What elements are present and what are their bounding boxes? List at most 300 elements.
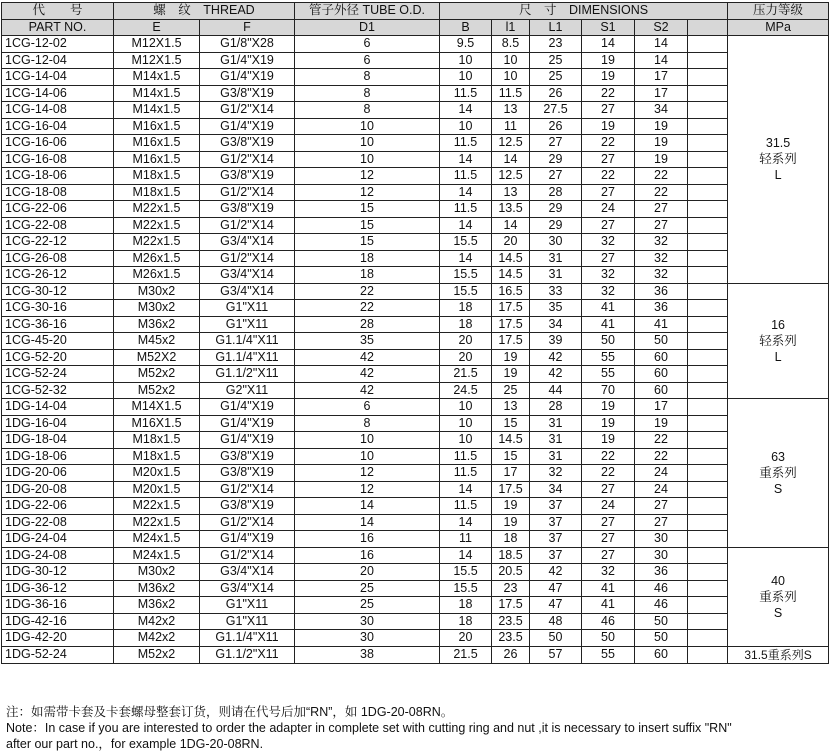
part-no-cell: 1DG-42-20 bbox=[2, 630, 114, 647]
thread-f-cell: G1/4"X19 bbox=[200, 118, 295, 135]
blank-cell bbox=[688, 448, 728, 465]
part-no-cell: 1DG-20-08 bbox=[2, 481, 114, 498]
dim-l1-lower-cell: 13 bbox=[492, 102, 530, 119]
pressure-header: 压力等级 bbox=[728, 3, 829, 20]
dim-l1-lower-cell: 15 bbox=[492, 448, 530, 465]
table-row bbox=[2, 514, 829, 531]
part-no-cell: 1DG-14-04 bbox=[2, 399, 114, 416]
table-row bbox=[2, 102, 829, 119]
thread-e-cell: M18x1.5 bbox=[114, 168, 200, 185]
dim-l1-cell: 25 bbox=[530, 52, 582, 69]
dim-s1-cell: 27 bbox=[582, 102, 635, 119]
blank-cell bbox=[688, 349, 728, 366]
thread-e-cell: M14X1.5 bbox=[114, 399, 200, 416]
table-row bbox=[2, 399, 829, 416]
dim-s2-cell: 14 bbox=[635, 36, 688, 53]
dim-s1-cell: 24 bbox=[582, 498, 635, 515]
thread-e-cell: M14x1.5 bbox=[114, 102, 200, 119]
part-no-cell: 1CG-26-12 bbox=[2, 267, 114, 284]
part-no-cell: 1DG-24-08 bbox=[2, 547, 114, 564]
dim-s1-cell: 19 bbox=[582, 432, 635, 449]
dim-b-cell: 15.5 bbox=[440, 580, 492, 597]
part-no-cell: 1DG-52-24 bbox=[2, 646, 114, 663]
part-no-cell: 1CG-18-08 bbox=[2, 184, 114, 201]
blank-cell bbox=[688, 201, 728, 218]
dim-l1-lower-cell: 8.5 bbox=[492, 36, 530, 53]
part-no-cell: 1DG-18-04 bbox=[2, 432, 114, 449]
dim-s2-cell: 17 bbox=[635, 85, 688, 102]
table-row bbox=[2, 300, 829, 317]
dim-l1-lower-cell: 14 bbox=[492, 151, 530, 168]
dim-l1-lower-cell: 14.5 bbox=[492, 267, 530, 284]
dim-s2-cell: 22 bbox=[635, 432, 688, 449]
part-no-cell: 1CG-26-08 bbox=[2, 250, 114, 267]
thread-f-cell: G1/2"X14 bbox=[200, 184, 295, 201]
dim-l1-lower-cell: 17 bbox=[492, 465, 530, 482]
blank-cell bbox=[688, 168, 728, 185]
dim-s1-cell: 50 bbox=[582, 333, 635, 350]
dim-s1-cell: 22 bbox=[582, 85, 635, 102]
dim-l1-cell: 27 bbox=[530, 168, 582, 185]
dim-b-cell: 15.5 bbox=[440, 234, 492, 251]
thread-e-cell: M16X1.5 bbox=[114, 415, 200, 432]
dim-s1-cell: 55 bbox=[582, 349, 635, 366]
blank-cell bbox=[688, 118, 728, 135]
pressure-rating-line: 16 bbox=[771, 317, 786, 332]
table-row bbox=[2, 267, 829, 284]
dim-b-cell: 14 bbox=[440, 184, 492, 201]
tube-od-cell: 12 bbox=[295, 168, 440, 185]
thread-e-cell: M14x1.5 bbox=[114, 85, 200, 102]
thread-f-cell: G3/4"X14 bbox=[200, 234, 295, 251]
part-no-cell: 1DG-24-04 bbox=[2, 531, 114, 548]
tube-od-cell: 38 bbox=[295, 646, 440, 663]
part-no-cell: 1DG-16-04 bbox=[2, 415, 114, 432]
dim-b-cell: 18 bbox=[440, 300, 492, 317]
thread-f-cell: G3/8"X19 bbox=[200, 135, 295, 152]
tube-od-cell: 18 bbox=[295, 267, 440, 284]
thread-f-cell: G1.1/2"X11 bbox=[200, 646, 295, 663]
thread-e-cell: M12X1.5 bbox=[114, 52, 200, 69]
table-row bbox=[2, 135, 829, 152]
part-no-cell: 1CG-22-08 bbox=[2, 217, 114, 234]
dim-s1-cell: 32 bbox=[582, 564, 635, 581]
thread-f-cell: G1/4"X19 bbox=[200, 415, 295, 432]
dim-s2-cell: 17 bbox=[635, 69, 688, 86]
dim-l1-cell: 30 bbox=[530, 234, 582, 251]
dim-l1-cell: 50 bbox=[530, 630, 582, 647]
dim-l1-cell: 31 bbox=[530, 267, 582, 284]
dim-l1-cell: 44 bbox=[530, 382, 582, 399]
thread-f-cell: G1/4"X19 bbox=[200, 399, 295, 416]
tube-od-cell: 10 bbox=[295, 118, 440, 135]
tube-od-cell: 14 bbox=[295, 514, 440, 531]
thread-f-cell: G1/4"X19 bbox=[200, 52, 295, 69]
blank-cell bbox=[688, 135, 728, 152]
dim-l1-lower-cell: 26 bbox=[492, 646, 530, 663]
dim-s2-cell: 22 bbox=[635, 448, 688, 465]
table-row bbox=[2, 448, 829, 465]
dim-b-cell: 11 bbox=[440, 531, 492, 548]
dim-s2-cell: 34 bbox=[635, 102, 688, 119]
table-row bbox=[2, 151, 829, 168]
table-row bbox=[2, 36, 829, 53]
dim-b-cell: 11.5 bbox=[440, 448, 492, 465]
dim-s2-cell: 36 bbox=[635, 283, 688, 300]
dim-s1-cell: 22 bbox=[582, 465, 635, 482]
dim-s2-cell: 32 bbox=[635, 234, 688, 251]
thread-f-cell: G1.1/4"X11 bbox=[200, 630, 295, 647]
thread-e-cell: M52x2 bbox=[114, 646, 200, 663]
table-row bbox=[2, 597, 829, 614]
dim-s1-cell: 19 bbox=[582, 415, 635, 432]
dim-l1-cell: 37 bbox=[530, 498, 582, 515]
dim-s1-cell: 32 bbox=[582, 283, 635, 300]
blank-cell bbox=[688, 613, 728, 630]
part-no-cell: 1CG-14-04 bbox=[2, 69, 114, 86]
thread-f-cell: G1.1/2"X11 bbox=[200, 366, 295, 383]
table-row bbox=[2, 52, 829, 69]
part-no-cell: 1CG-36-16 bbox=[2, 316, 114, 333]
table-row bbox=[2, 613, 829, 630]
col-l1-header: L1 bbox=[530, 19, 582, 36]
dim-b-cell: 18 bbox=[440, 613, 492, 630]
thread-e-cell: M52X2 bbox=[114, 349, 200, 366]
dim-b-cell: 11.5 bbox=[440, 201, 492, 218]
table-row bbox=[2, 382, 829, 399]
dim-b-cell: 20 bbox=[440, 630, 492, 647]
thread-e-cell: M24x1.5 bbox=[114, 531, 200, 548]
dim-l1-lower-cell: 10 bbox=[492, 69, 530, 86]
order-note bbox=[6, 704, 824, 752]
tube-od-cell: 42 bbox=[295, 366, 440, 383]
table-row bbox=[2, 366, 829, 383]
table-row bbox=[2, 118, 829, 135]
dim-l1-cell: 37 bbox=[530, 514, 582, 531]
thread-f-cell: G1/4"X19 bbox=[200, 531, 295, 548]
dim-s2-cell: 46 bbox=[635, 580, 688, 597]
thread-e-cell: M18x1.5 bbox=[114, 432, 200, 449]
tube-od-cell: 15 bbox=[295, 234, 440, 251]
part-no-cell: 1DG-42-16 bbox=[2, 613, 114, 630]
table-row bbox=[2, 498, 829, 515]
dim-s2-cell: 50 bbox=[635, 613, 688, 630]
dim-l1-cell: 27.5 bbox=[530, 102, 582, 119]
dim-l1-cell: 29 bbox=[530, 201, 582, 218]
tube-od-cell: 10 bbox=[295, 448, 440, 465]
pressure-rating-line: 40 bbox=[771, 573, 786, 588]
table-row bbox=[2, 630, 829, 647]
thread-e-cell: M30x2 bbox=[114, 283, 200, 300]
dim-s2-cell: 36 bbox=[635, 564, 688, 581]
dim-b-cell: 10 bbox=[440, 52, 492, 69]
dim-s2-cell: 22 bbox=[635, 168, 688, 185]
part-no-cell: 1CG-30-16 bbox=[2, 300, 114, 317]
dim-l1-cell: 34 bbox=[530, 316, 582, 333]
thread-e-cell: M22x1.5 bbox=[114, 514, 200, 531]
dim-s2-cell: 27 bbox=[635, 201, 688, 218]
dim-l1-cell: 31 bbox=[530, 250, 582, 267]
dim-l1-lower-cell: 18 bbox=[492, 531, 530, 548]
dim-b-cell: 20 bbox=[440, 349, 492, 366]
pressure-rating-line: L bbox=[774, 168, 782, 183]
blank-cell bbox=[688, 630, 728, 647]
dim-b-cell: 11.5 bbox=[440, 465, 492, 482]
note-english-line-2: after our part no.，for example 1DG-20-08RN. bbox=[6, 737, 264, 751]
dim-s1-cell: 19 bbox=[582, 118, 635, 135]
blank-cell bbox=[688, 481, 728, 498]
dim-s2-cell: 17 bbox=[635, 399, 688, 416]
tube-od-cell: 18 bbox=[295, 250, 440, 267]
dim-s1-cell: 70 bbox=[582, 382, 635, 399]
dim-b-cell: 14 bbox=[440, 250, 492, 267]
dim-s2-cell: 50 bbox=[635, 333, 688, 350]
blank-cell bbox=[688, 69, 728, 86]
col-f-header: F bbox=[200, 19, 295, 36]
dim-l1-lower-cell: 15 bbox=[492, 415, 530, 432]
part-no-cell: 1CG-14-06 bbox=[2, 85, 114, 102]
tube-od-cell: 16 bbox=[295, 547, 440, 564]
dim-s2-cell: 24 bbox=[635, 481, 688, 498]
dim-l1-cell: 37 bbox=[530, 547, 582, 564]
blank-cell bbox=[688, 300, 728, 317]
dim-l1-lower-cell: 13 bbox=[492, 399, 530, 416]
dim-s1-cell: 27 bbox=[582, 217, 635, 234]
part-no-cell: 1CG-30-12 bbox=[2, 283, 114, 300]
spec-table bbox=[1, 2, 829, 664]
part-no-cell: 1CG-12-02 bbox=[2, 36, 114, 53]
dim-l1-cell: 29 bbox=[530, 151, 582, 168]
dim-b-cell: 11.5 bbox=[440, 85, 492, 102]
tube-od-cell: 12 bbox=[295, 481, 440, 498]
blank-cell bbox=[688, 102, 728, 119]
dim-b-cell: 11.5 bbox=[440, 135, 492, 152]
blank-cell bbox=[688, 498, 728, 515]
dim-l1-lower-cell: 23.5 bbox=[492, 613, 530, 630]
blank-cell bbox=[688, 250, 728, 267]
tube-od-cell: 12 bbox=[295, 184, 440, 201]
thread-f-cell: G2"X11 bbox=[200, 382, 295, 399]
thread-f-cell: G1.1/4"X11 bbox=[200, 349, 295, 366]
dim-s1-cell: 41 bbox=[582, 300, 635, 317]
thread-f-cell: G3/8"X19 bbox=[200, 448, 295, 465]
dim-b-cell: 15.5 bbox=[440, 564, 492, 581]
tube-od-cell: 8 bbox=[295, 102, 440, 119]
blank-cell bbox=[688, 564, 728, 581]
tube-od-cell: 8 bbox=[295, 69, 440, 86]
part-no-cell: 1CG-45-20 bbox=[2, 333, 114, 350]
dim-s2-cell: 30 bbox=[635, 531, 688, 548]
thread-f-cell: G3/4"X14 bbox=[200, 267, 295, 284]
thread-f-cell: G1/8"X28 bbox=[200, 36, 295, 53]
tube-header: 管子外径 TUBE O.D. bbox=[295, 3, 440, 20]
dim-s1-cell: 32 bbox=[582, 234, 635, 251]
part-no-cell: 1DG-36-12 bbox=[2, 580, 114, 597]
dim-b-cell: 10 bbox=[440, 432, 492, 449]
thread-e-cell: M52x2 bbox=[114, 366, 200, 383]
table-row bbox=[2, 531, 829, 548]
dim-l1-lower-cell: 16.5 bbox=[492, 283, 530, 300]
dim-s2-cell: 19 bbox=[635, 118, 688, 135]
dim-s2-cell: 36 bbox=[635, 300, 688, 317]
thread-f-cell: G3/8"X19 bbox=[200, 168, 295, 185]
table-row bbox=[2, 465, 829, 482]
dim-s2-cell: 19 bbox=[635, 151, 688, 168]
dim-l1-lower-cell: 23 bbox=[492, 580, 530, 597]
thread-e-cell: M24x1.5 bbox=[114, 547, 200, 564]
dim-b-cell: 11.5 bbox=[440, 168, 492, 185]
dim-l1-cell: 48 bbox=[530, 613, 582, 630]
tube-od-cell: 35 bbox=[295, 333, 440, 350]
thread-e-cell: M52x2 bbox=[114, 382, 200, 399]
dim-s2-cell: 32 bbox=[635, 267, 688, 284]
dim-s1-cell: 14 bbox=[582, 36, 635, 53]
dim-s1-cell: 41 bbox=[582, 316, 635, 333]
dim-b-cell: 10 bbox=[440, 69, 492, 86]
table-row bbox=[2, 316, 829, 333]
tube-od-cell: 22 bbox=[295, 283, 440, 300]
pressure-rating-cell bbox=[728, 399, 829, 548]
dim-l1-lower-cell: 19 bbox=[492, 514, 530, 531]
tube-od-cell: 10 bbox=[295, 151, 440, 168]
blank-cell bbox=[688, 184, 728, 201]
thread-e-cell: M36x2 bbox=[114, 580, 200, 597]
blank-cell bbox=[688, 234, 728, 251]
dim-s1-cell: 55 bbox=[582, 366, 635, 383]
blank-cell bbox=[688, 415, 728, 432]
pressure-rating-line: S bbox=[773, 605, 783, 620]
col-s2-header: S2 bbox=[635, 19, 688, 36]
tube-od-cell: 28 bbox=[295, 316, 440, 333]
dim-s1-cell: 27 bbox=[582, 151, 635, 168]
dim-l1-cell: 47 bbox=[530, 580, 582, 597]
dim-s1-cell: 27 bbox=[582, 250, 635, 267]
dim-s1-cell: 27 bbox=[582, 184, 635, 201]
dim-b-cell: 21.5 bbox=[440, 646, 492, 663]
tube-od-cell: 15 bbox=[295, 201, 440, 218]
thread-f-cell: G1/2"X14 bbox=[200, 514, 295, 531]
pressure-rating-cell bbox=[728, 283, 829, 399]
table-row bbox=[2, 85, 829, 102]
dim-l1-lower-cell: 20 bbox=[492, 234, 530, 251]
col-s1-header: S1 bbox=[582, 19, 635, 36]
tube-od-cell: 10 bbox=[295, 432, 440, 449]
col-l1-lower-header: l1 bbox=[492, 19, 530, 36]
col-d1-header: D1 bbox=[295, 19, 440, 36]
col-b-header: B bbox=[440, 19, 492, 36]
tube-od-cell: 6 bbox=[295, 399, 440, 416]
dim-l1-cell: 29 bbox=[530, 217, 582, 234]
note-english-line-1: Note：In case if you are interested to order the adapter in complete set with cutting ring and nut ,it is necessary to insert suffix "RN" bbox=[6, 721, 732, 735]
thread-e-cell: M42x2 bbox=[114, 613, 200, 630]
tube-od-cell: 25 bbox=[295, 597, 440, 614]
part-no-header: PART NO. bbox=[2, 19, 114, 36]
dim-b-cell: 14 bbox=[440, 481, 492, 498]
dim-b-cell: 10 bbox=[440, 118, 492, 135]
part-no-cell: 1CG-18-06 bbox=[2, 168, 114, 185]
blank-cell bbox=[688, 580, 728, 597]
thread-e-cell: M20x1.5 bbox=[114, 481, 200, 498]
pressure-rating-cell bbox=[728, 646, 829, 663]
thread-f-cell: G1"X11 bbox=[200, 613, 295, 630]
thread-f-cell: G1/4"X19 bbox=[200, 432, 295, 449]
dim-b-cell: 18 bbox=[440, 316, 492, 333]
thread-e-cell: M14x1.5 bbox=[114, 69, 200, 86]
dim-l1-cell: 37 bbox=[530, 531, 582, 548]
tube-od-cell: 15 bbox=[295, 217, 440, 234]
thread-header: 螺 纹 THREAD bbox=[114, 3, 295, 20]
table-row bbox=[2, 646, 829, 663]
thread-e-cell: M42x2 bbox=[114, 630, 200, 647]
dim-l1-lower-cell: 11 bbox=[492, 118, 530, 135]
blank-cell bbox=[688, 597, 728, 614]
dim-b-cell: 14 bbox=[440, 217, 492, 234]
dim-s2-cell: 60 bbox=[635, 646, 688, 663]
dim-l1-lower-cell: 14.5 bbox=[492, 250, 530, 267]
table-row bbox=[2, 580, 829, 597]
part-no-cell: 1CG-16-08 bbox=[2, 151, 114, 168]
thread-f-cell: G1/2"X14 bbox=[200, 547, 295, 564]
dim-b-cell: 21.5 bbox=[440, 366, 492, 383]
thread-f-cell: G3/4"X14 bbox=[200, 564, 295, 581]
part-no-cell: 1CG-52-32 bbox=[2, 382, 114, 399]
table-row bbox=[2, 283, 829, 300]
blank-cell bbox=[688, 547, 728, 564]
dim-b-cell: 14 bbox=[440, 151, 492, 168]
thread-f-cell: G1/2"X14 bbox=[200, 151, 295, 168]
blank-cell bbox=[688, 366, 728, 383]
tube-od-cell: 6 bbox=[295, 36, 440, 53]
dim-b-cell: 9.5 bbox=[440, 36, 492, 53]
dim-s2-cell: 14 bbox=[635, 52, 688, 69]
thread-f-cell: G3/8"X19 bbox=[200, 201, 295, 218]
tube-od-cell: 16 bbox=[295, 531, 440, 548]
part-no-cell: 1DG-30-12 bbox=[2, 564, 114, 581]
tube-od-cell: 42 bbox=[295, 349, 440, 366]
blank-cell bbox=[688, 267, 728, 284]
pressure-rating-line: L bbox=[774, 349, 782, 364]
thread-e-cell: M16x1.5 bbox=[114, 135, 200, 152]
tube-od-cell: 12 bbox=[295, 465, 440, 482]
dim-s2-cell: 27 bbox=[635, 514, 688, 531]
thread-e-cell: M45x2 bbox=[114, 333, 200, 350]
table-row bbox=[2, 333, 829, 350]
thread-e-cell: M16x1.5 bbox=[114, 151, 200, 168]
thread-e-cell: M22x1.5 bbox=[114, 217, 200, 234]
dim-s1-cell: 24 bbox=[582, 201, 635, 218]
part-no-cell: 1CG-16-04 bbox=[2, 118, 114, 135]
part-no-cell: 1CG-52-24 bbox=[2, 366, 114, 383]
dim-l1-cell: 28 bbox=[530, 184, 582, 201]
thread-f-cell: G3/8"X19 bbox=[200, 85, 295, 102]
tube-od-cell: 20 bbox=[295, 564, 440, 581]
dim-l1-lower-cell: 10 bbox=[492, 52, 530, 69]
col-e-header: E bbox=[114, 19, 200, 36]
tube-od-cell: 8 bbox=[295, 85, 440, 102]
dim-l1-cell: 39 bbox=[530, 333, 582, 350]
blank-cell bbox=[688, 52, 728, 69]
dim-l1-lower-cell: 14.5 bbox=[492, 432, 530, 449]
thread-e-cell: M18x1.5 bbox=[114, 184, 200, 201]
pressure-rating-line: 31.5 bbox=[765, 136, 791, 151]
dim-l1-lower-cell: 19 bbox=[492, 366, 530, 383]
thread-f-cell: G1"X11 bbox=[200, 300, 295, 317]
dim-b-cell: 15.5 bbox=[440, 283, 492, 300]
dim-s2-cell: 60 bbox=[635, 382, 688, 399]
blank-cell bbox=[688, 399, 728, 416]
header-row-1 bbox=[2, 3, 829, 20]
part-no-cell: 1CG-12-04 bbox=[2, 52, 114, 69]
